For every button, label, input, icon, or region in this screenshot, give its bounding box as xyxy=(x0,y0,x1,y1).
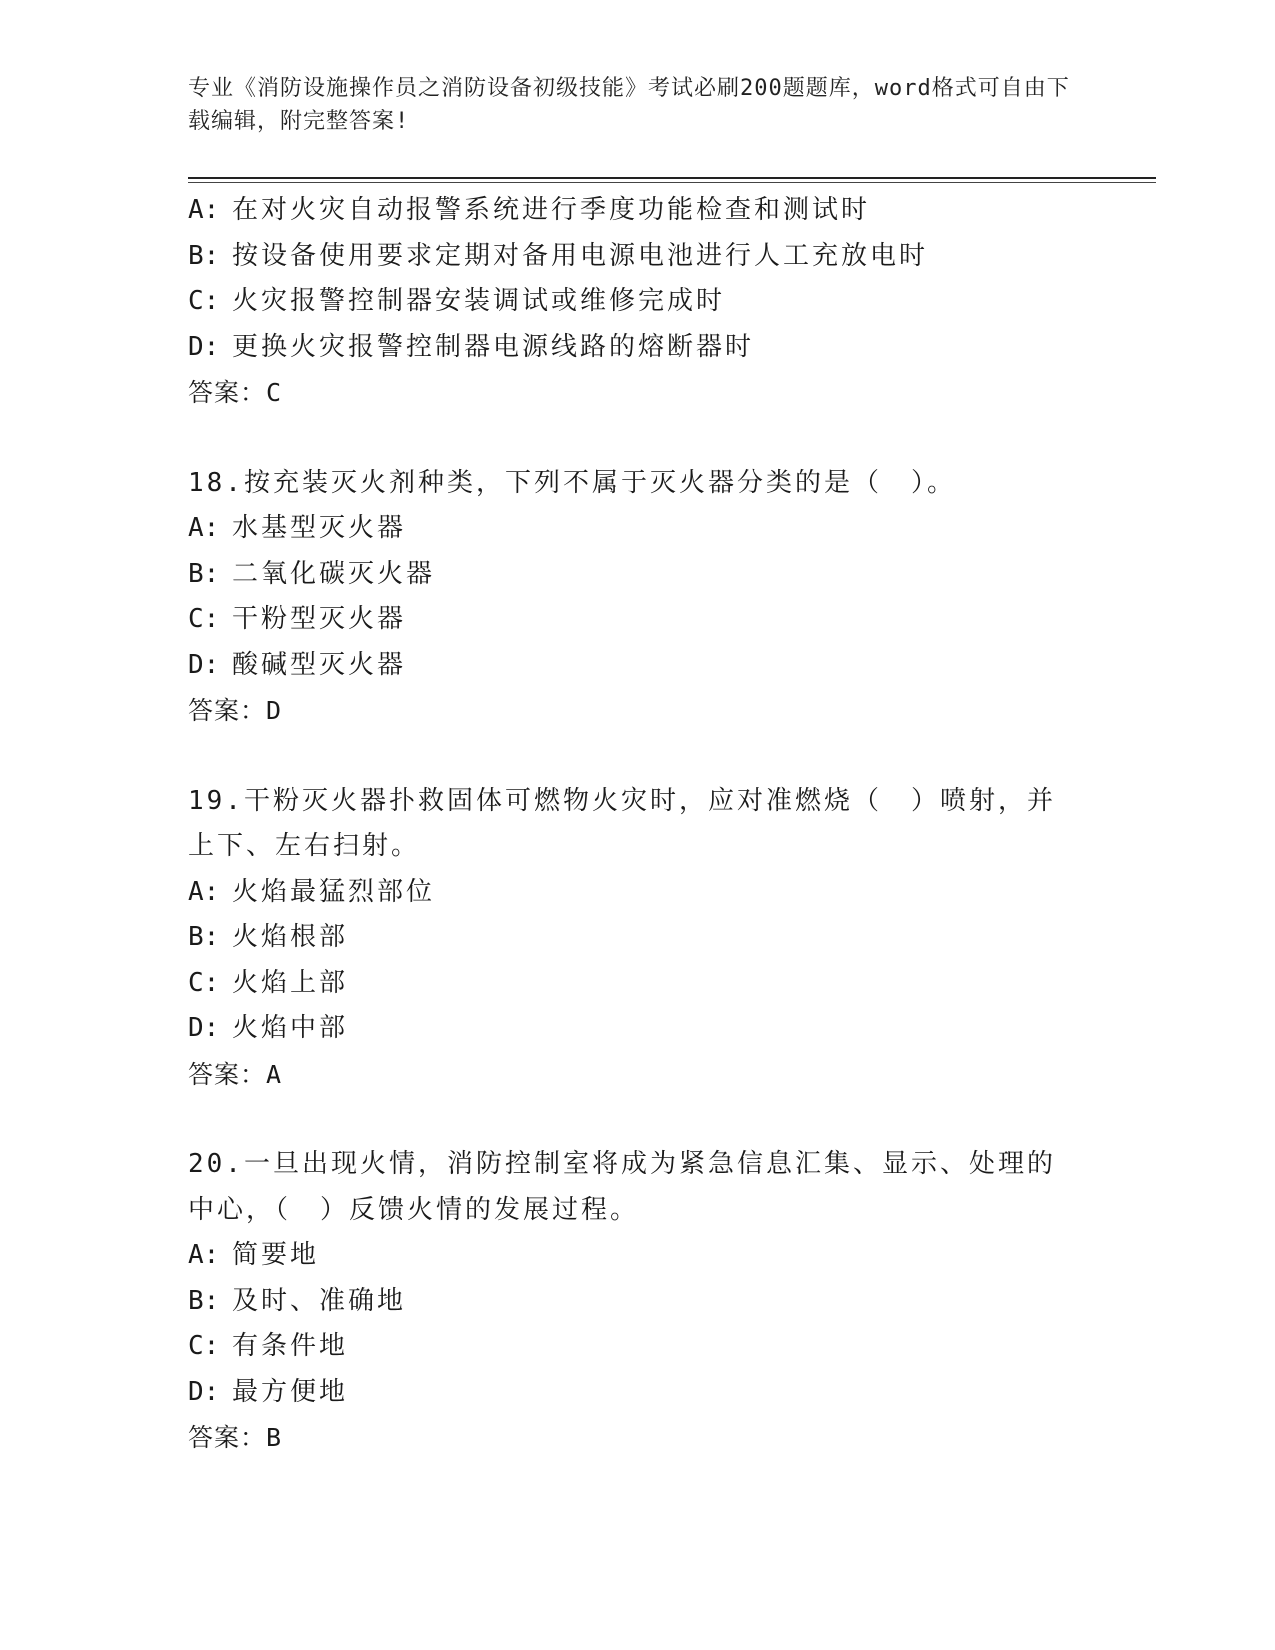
option-text: 干粉型灭火器 xyxy=(232,604,407,634)
option-label: D: xyxy=(188,1376,220,1407)
option-text: 火焰上部 xyxy=(232,967,349,998)
answer-value: A xyxy=(266,1059,282,1089)
answer-prefix: 答案： xyxy=(188,696,267,725)
answer-prefix: 答案： xyxy=(188,1059,267,1089)
option-c xyxy=(188,961,1108,1007)
answer-value: B xyxy=(266,1423,282,1452)
document-header: 专业《消防设施操作员之消防设备初级技能》考试必刷200题题库，word格式可自由下载编辑，附完整答案! xyxy=(188,76,1070,134)
option-b xyxy=(188,915,1108,961)
option-label: D: xyxy=(188,331,220,362)
question-stem: 19.干粉灭火器扑救固体可燃物火灾时，应对准燃烧（ ）喷射，并上下、左右扫射。 xyxy=(188,785,1056,861)
option-text: 有条件地 xyxy=(232,1331,349,1361)
option-label: B: xyxy=(188,240,220,271)
option-b xyxy=(188,1279,1108,1325)
option-text: 在对火灾自动报警系统进行季度功能检查和测试时 xyxy=(232,195,871,225)
option-label: B: xyxy=(188,558,220,589)
question-19 xyxy=(188,779,1108,1098)
option-c xyxy=(188,1324,1108,1370)
option-a xyxy=(188,506,1108,552)
answer-line xyxy=(188,1052,1108,1098)
answer-line xyxy=(188,1415,1108,1461)
option-label: B: xyxy=(188,922,220,952)
answer-value: D xyxy=(266,696,282,725)
question-gap xyxy=(188,734,1108,779)
answer-line xyxy=(188,370,1108,416)
option-text: 最方便地 xyxy=(232,1376,349,1407)
option-label: C: xyxy=(188,286,220,316)
option-b xyxy=(188,552,1108,598)
option-text: 简要地 xyxy=(232,1240,320,1270)
question-17-partial xyxy=(188,188,1108,416)
header-rule-thick xyxy=(188,177,1156,179)
question-gap xyxy=(188,1097,1108,1142)
option-text: 酸碱型灭火器 xyxy=(232,649,407,680)
answer-line xyxy=(188,688,1108,734)
question-list xyxy=(188,188,1108,1461)
option-label: A: xyxy=(188,876,220,907)
option-label: B: xyxy=(188,1285,220,1316)
option-text: 火灾报警控制器安装调试或维修完成时 xyxy=(232,286,726,316)
option-text: 更换火灾报警控制器电源线路的熔断器时 xyxy=(232,331,755,362)
option-d xyxy=(188,643,1108,689)
option-label: C: xyxy=(188,967,220,998)
option-label: A: xyxy=(188,513,220,543)
option-label: A: xyxy=(188,1240,220,1270)
option-a xyxy=(188,1233,1108,1279)
option-text: 火焰中部 xyxy=(232,1013,349,1043)
header-rule-thin xyxy=(188,182,1156,183)
option-d xyxy=(188,325,1108,371)
option-label: D: xyxy=(188,1013,220,1043)
option-label: C: xyxy=(188,604,220,634)
option-label: D: xyxy=(188,649,220,680)
option-label: C: xyxy=(188,1331,220,1361)
answer-prefix: 答案： xyxy=(188,378,267,407)
question-18 xyxy=(188,461,1108,734)
option-text: 及时、准确地 xyxy=(232,1285,407,1316)
option-c xyxy=(188,597,1108,643)
option-text: 按设备使用要求定期对备用电源电池进行人工充放电时 xyxy=(232,240,929,271)
option-text: 二氧化碳灭火器 xyxy=(232,558,436,589)
question-gap xyxy=(188,416,1108,461)
answer-prefix: 答案： xyxy=(188,1423,267,1452)
answer-value: C xyxy=(266,378,282,407)
option-d xyxy=(188,1370,1108,1416)
question-stem: 18.按充装灭火剂种类，下列不属于灭火器分类的是（ ）。 xyxy=(188,467,956,498)
option-a xyxy=(188,870,1108,916)
question-20 xyxy=(188,1142,1108,1461)
option-text: 水基型灭火器 xyxy=(232,513,407,543)
option-text: 火焰根部 xyxy=(232,922,349,952)
option-a xyxy=(188,188,1108,234)
question-stem: 20.一旦出现火情，消防控制室将成为紧急信息汇集、显示、处理的中心，（ ）反馈火情的发展过程。 xyxy=(188,1149,1056,1225)
option-label: A: xyxy=(188,195,220,225)
option-d xyxy=(188,1006,1108,1052)
option-text: 火焰最猛烈部位 xyxy=(232,876,436,907)
option-c xyxy=(188,279,1108,325)
option-b xyxy=(188,234,1108,280)
